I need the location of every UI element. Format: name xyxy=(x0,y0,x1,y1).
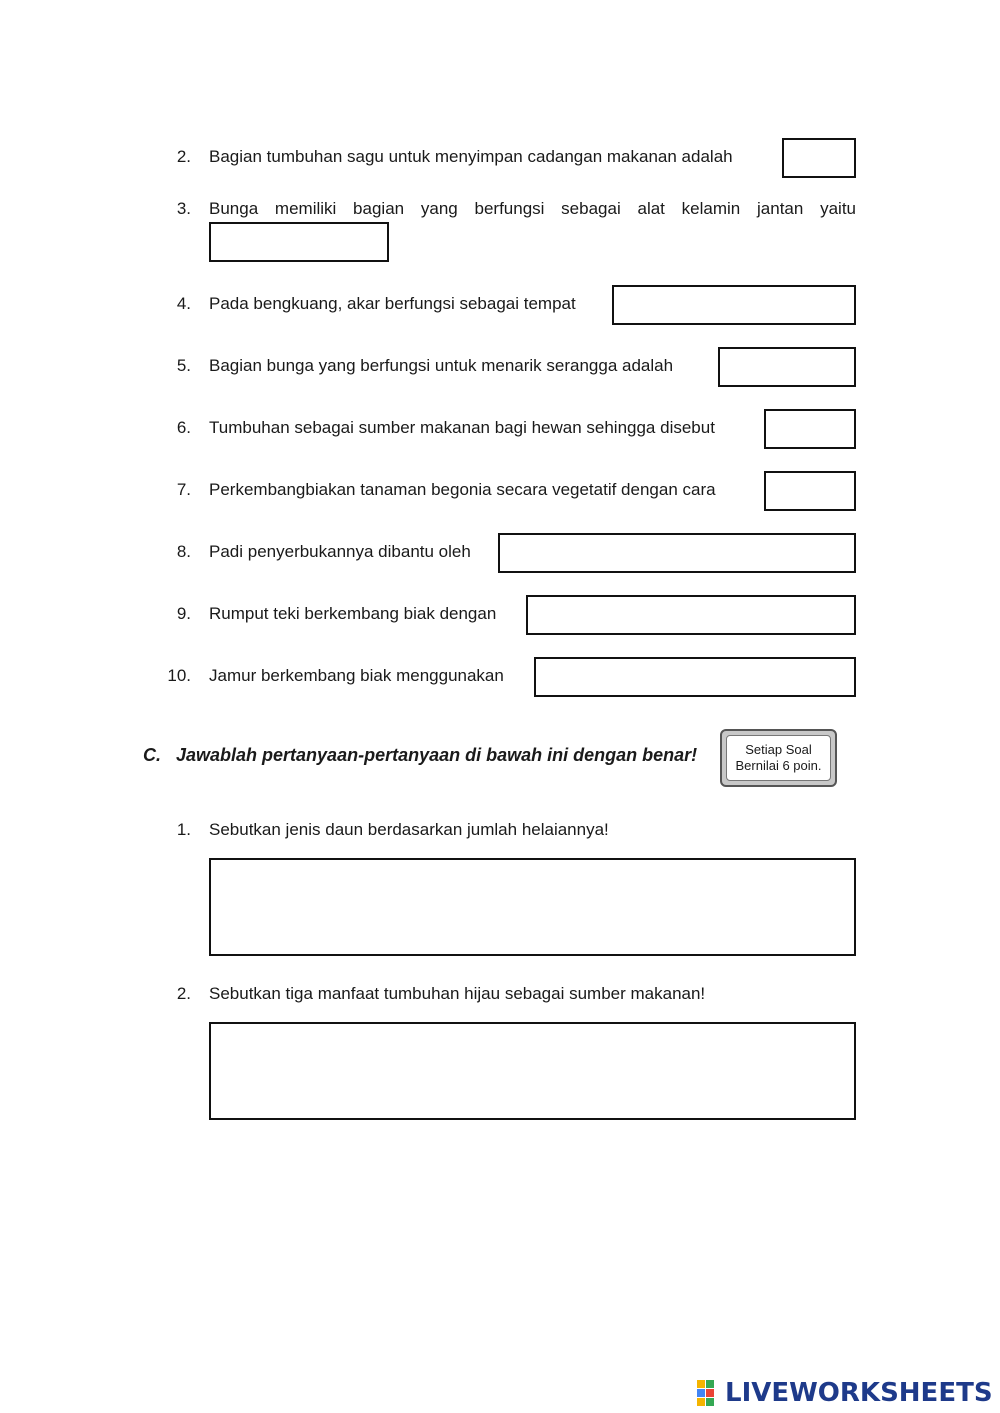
question-text: Padi penyerbukannya dibantu oleh xyxy=(209,542,471,561)
question-text: Jamur berkembang biak menggunakan xyxy=(209,666,504,685)
question-text: Bunga memiliki bagian yang berfungsi sebagai alat kelamin jantan yaitu xyxy=(209,199,856,218)
badge-line-1: Setiap Soal xyxy=(745,742,812,757)
question-text: Perkembangbiakan tanaman begonia secara vegetatif dengan cara xyxy=(209,480,716,499)
answer-box-4[interactable] xyxy=(612,285,856,325)
question-text: Sebutkan jenis daun berdasarkan jumlah helaiannya! xyxy=(209,820,609,839)
question-text: Tumbuhan sebagai sumber makanan bagi hewan sehingga disebut xyxy=(209,418,715,437)
question-number: 8. xyxy=(176,542,191,561)
question-text: Bagian bunga yang berfungsi untuk menarik serangga adalah xyxy=(209,356,674,375)
question-text: Rumput teki berkembang biak dengan xyxy=(209,604,497,623)
question-number: 3. xyxy=(176,199,191,218)
answer-box-8[interactable] xyxy=(498,533,856,573)
answer-box-10[interactable] xyxy=(534,657,856,697)
question-text: Pada bengkuang, akar berfungsi sebagai tempat xyxy=(209,294,576,313)
question-number: 10. xyxy=(167,666,191,685)
question-number: 6. xyxy=(176,418,191,437)
liveworksheets-logo[interactable] xyxy=(697,1378,993,1408)
points-badge xyxy=(720,729,837,787)
answer-box-7[interactable] xyxy=(764,471,856,511)
liveworksheets-logo-icon xyxy=(697,1380,723,1406)
logo-text: LIVEWORKSHEETS xyxy=(725,1378,993,1408)
question-number: 4. xyxy=(176,294,191,313)
question-number: 9. xyxy=(176,604,191,623)
answer-box-9[interactable] xyxy=(526,595,856,635)
question-number: 7. xyxy=(176,480,191,499)
question-number: 5. xyxy=(176,356,191,375)
section-letter: C. xyxy=(143,745,161,765)
essay-answer-box-2[interactable] xyxy=(209,1022,856,1120)
essay-answer-box-1[interactable] xyxy=(209,858,856,956)
section-title: Jawablah pertanyaan-pertanyaan di bawah ini dengan benar! xyxy=(176,745,698,765)
badge-line-2: Bernilai 6 poin. xyxy=(735,758,822,773)
question-text: Bagian tumbuhan sagu untuk menyimpan cadangan makanan adalah xyxy=(209,147,733,166)
question-text: Sebutkan tiga manfaat tumbuhan hijau sebagai sumber makanan! xyxy=(209,984,706,1003)
answer-box-5[interactable] xyxy=(718,347,856,387)
answer-box-6[interactable] xyxy=(764,409,856,449)
question-number: 2. xyxy=(176,984,191,1003)
answer-box-3[interactable] xyxy=(209,222,389,262)
question-number: 1. xyxy=(176,820,191,839)
answer-box-2[interactable] xyxy=(782,138,856,178)
question-number: 2. xyxy=(176,147,191,166)
